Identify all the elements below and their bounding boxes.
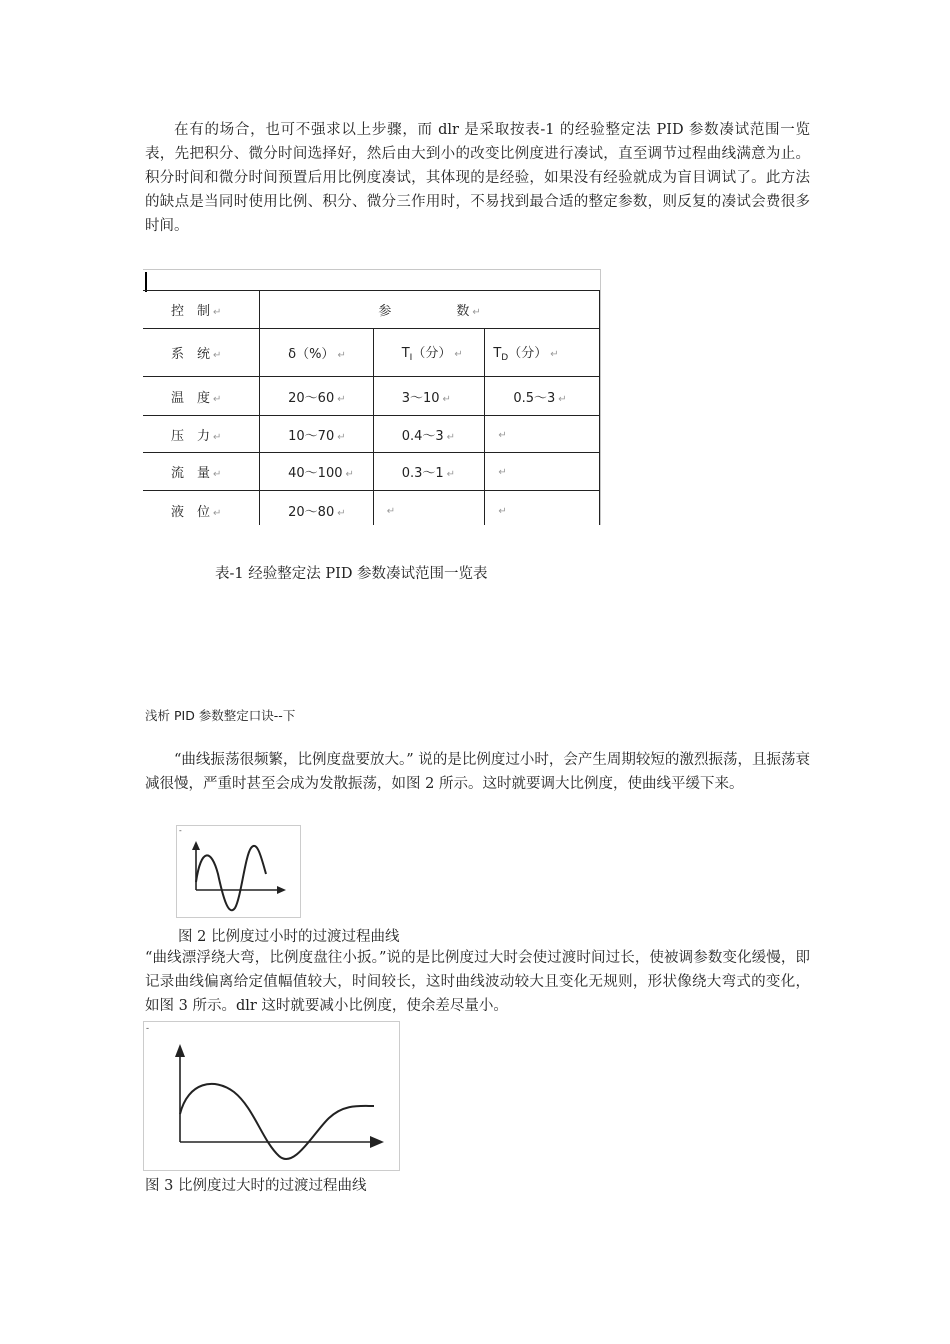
intro-paragraph: 在有的场合，也可不强求以上步骤，而 dlr 是采取按表-1 的经验整定法 PID 参数凑试范围一览表，先把积分、微分时间选择好，然后由大到小的改变比例度进行凑试，直至调节过程曲线满意为止。积分时间和微分时间预置后用比例度凑试，其体现的是经验，如果没有经验就成为盲目调试了。此方法的缺点是当同时使用比例、积分、微分三作用时，不易找到最合适的整定参数，则反复的凑试会费很多时间。 <box>145 122 810 234</box>
drift-paragraph: “曲线漂浮绕大弯，比例度盘往小扳。”说的是比例度过大时会使过渡时间过长，使被调参数变化缓慢，即记录曲线偏离给定值幅值较大，时间较长，这时曲线波动较大且变化无规则，形状像绕大弯式的变化，如图 3 所示。dlr 这时就要减小比例度，使余差尽量小。 <box>145 950 810 1014</box>
section-heading: 浅析 PID 参数整定口诀--下 <box>145 708 296 723</box>
figure-3-caption: 图 3 比例度过大时的过渡过程曲线 <box>145 1178 367 1194</box>
table-row: 液 位 ↵ 20～80 ↵ ↵ ↵ <box>143 491 600 526</box>
parameter-table-image <box>143 269 601 525</box>
oscillation-paragraph: “曲线振荡很频繁，比例度盘要放大。” 说的是比例度过小时，会产生周期较短的激烈振荡，且振荡衰减很慢，严重时甚至会成为发散振荡，如图 2 所示。这时就要调大比例度，使曲线平缓下来。 <box>145 752 810 792</box>
x-axis-arrow-icon <box>370 1136 384 1148</box>
table-row: 压 力 ↵ 10～70 ↵ 0.4～3 ↵ ↵ <box>143 416 600 453</box>
header-control-bottom: 系 统 ↵ <box>143 329 260 377</box>
header-params: 参 数 ↵ <box>260 291 600 329</box>
header-control-top: 控 制 ↵ <box>143 291 260 329</box>
table-row: 温 度 ↵ 20～60 ↵ 3～10 ↵ 0.5～3 ↵ <box>143 377 600 416</box>
x-axis-arrow-icon <box>277 886 286 894</box>
y-axis-arrow-icon <box>175 1044 185 1057</box>
figure-3-large-proportional-band-curve <box>143 1021 400 1171</box>
pid-parameter-table <box>143 290 600 525</box>
col-header-ti: $T_I$（分） ↵ <box>373 329 485 377</box>
col-header-delta: δ（%） ↵ <box>260 329 374 377</box>
text-cursor-mark <box>145 272 147 292</box>
svg-text:-: - <box>179 826 182 835</box>
y-axis-arrow-icon <box>192 841 200 850</box>
table-row: 流 量 ↵ 40～100 ↵ 0.3～1 ↵ ↵ <box>143 453 600 491</box>
figure-2-caption: 图 2 比例度过小时的过渡过程曲线 <box>178 929 400 945</box>
col-header-td: $T_D$（分） ↵ <box>485 329 600 377</box>
svg-text:-: - <box>146 1024 150 1034</box>
figure-2-small-proportional-band-curve <box>176 825 301 918</box>
table-caption: 表-1 经验整定法 PID 参数凑试范围一览表 <box>215 566 488 582</box>
